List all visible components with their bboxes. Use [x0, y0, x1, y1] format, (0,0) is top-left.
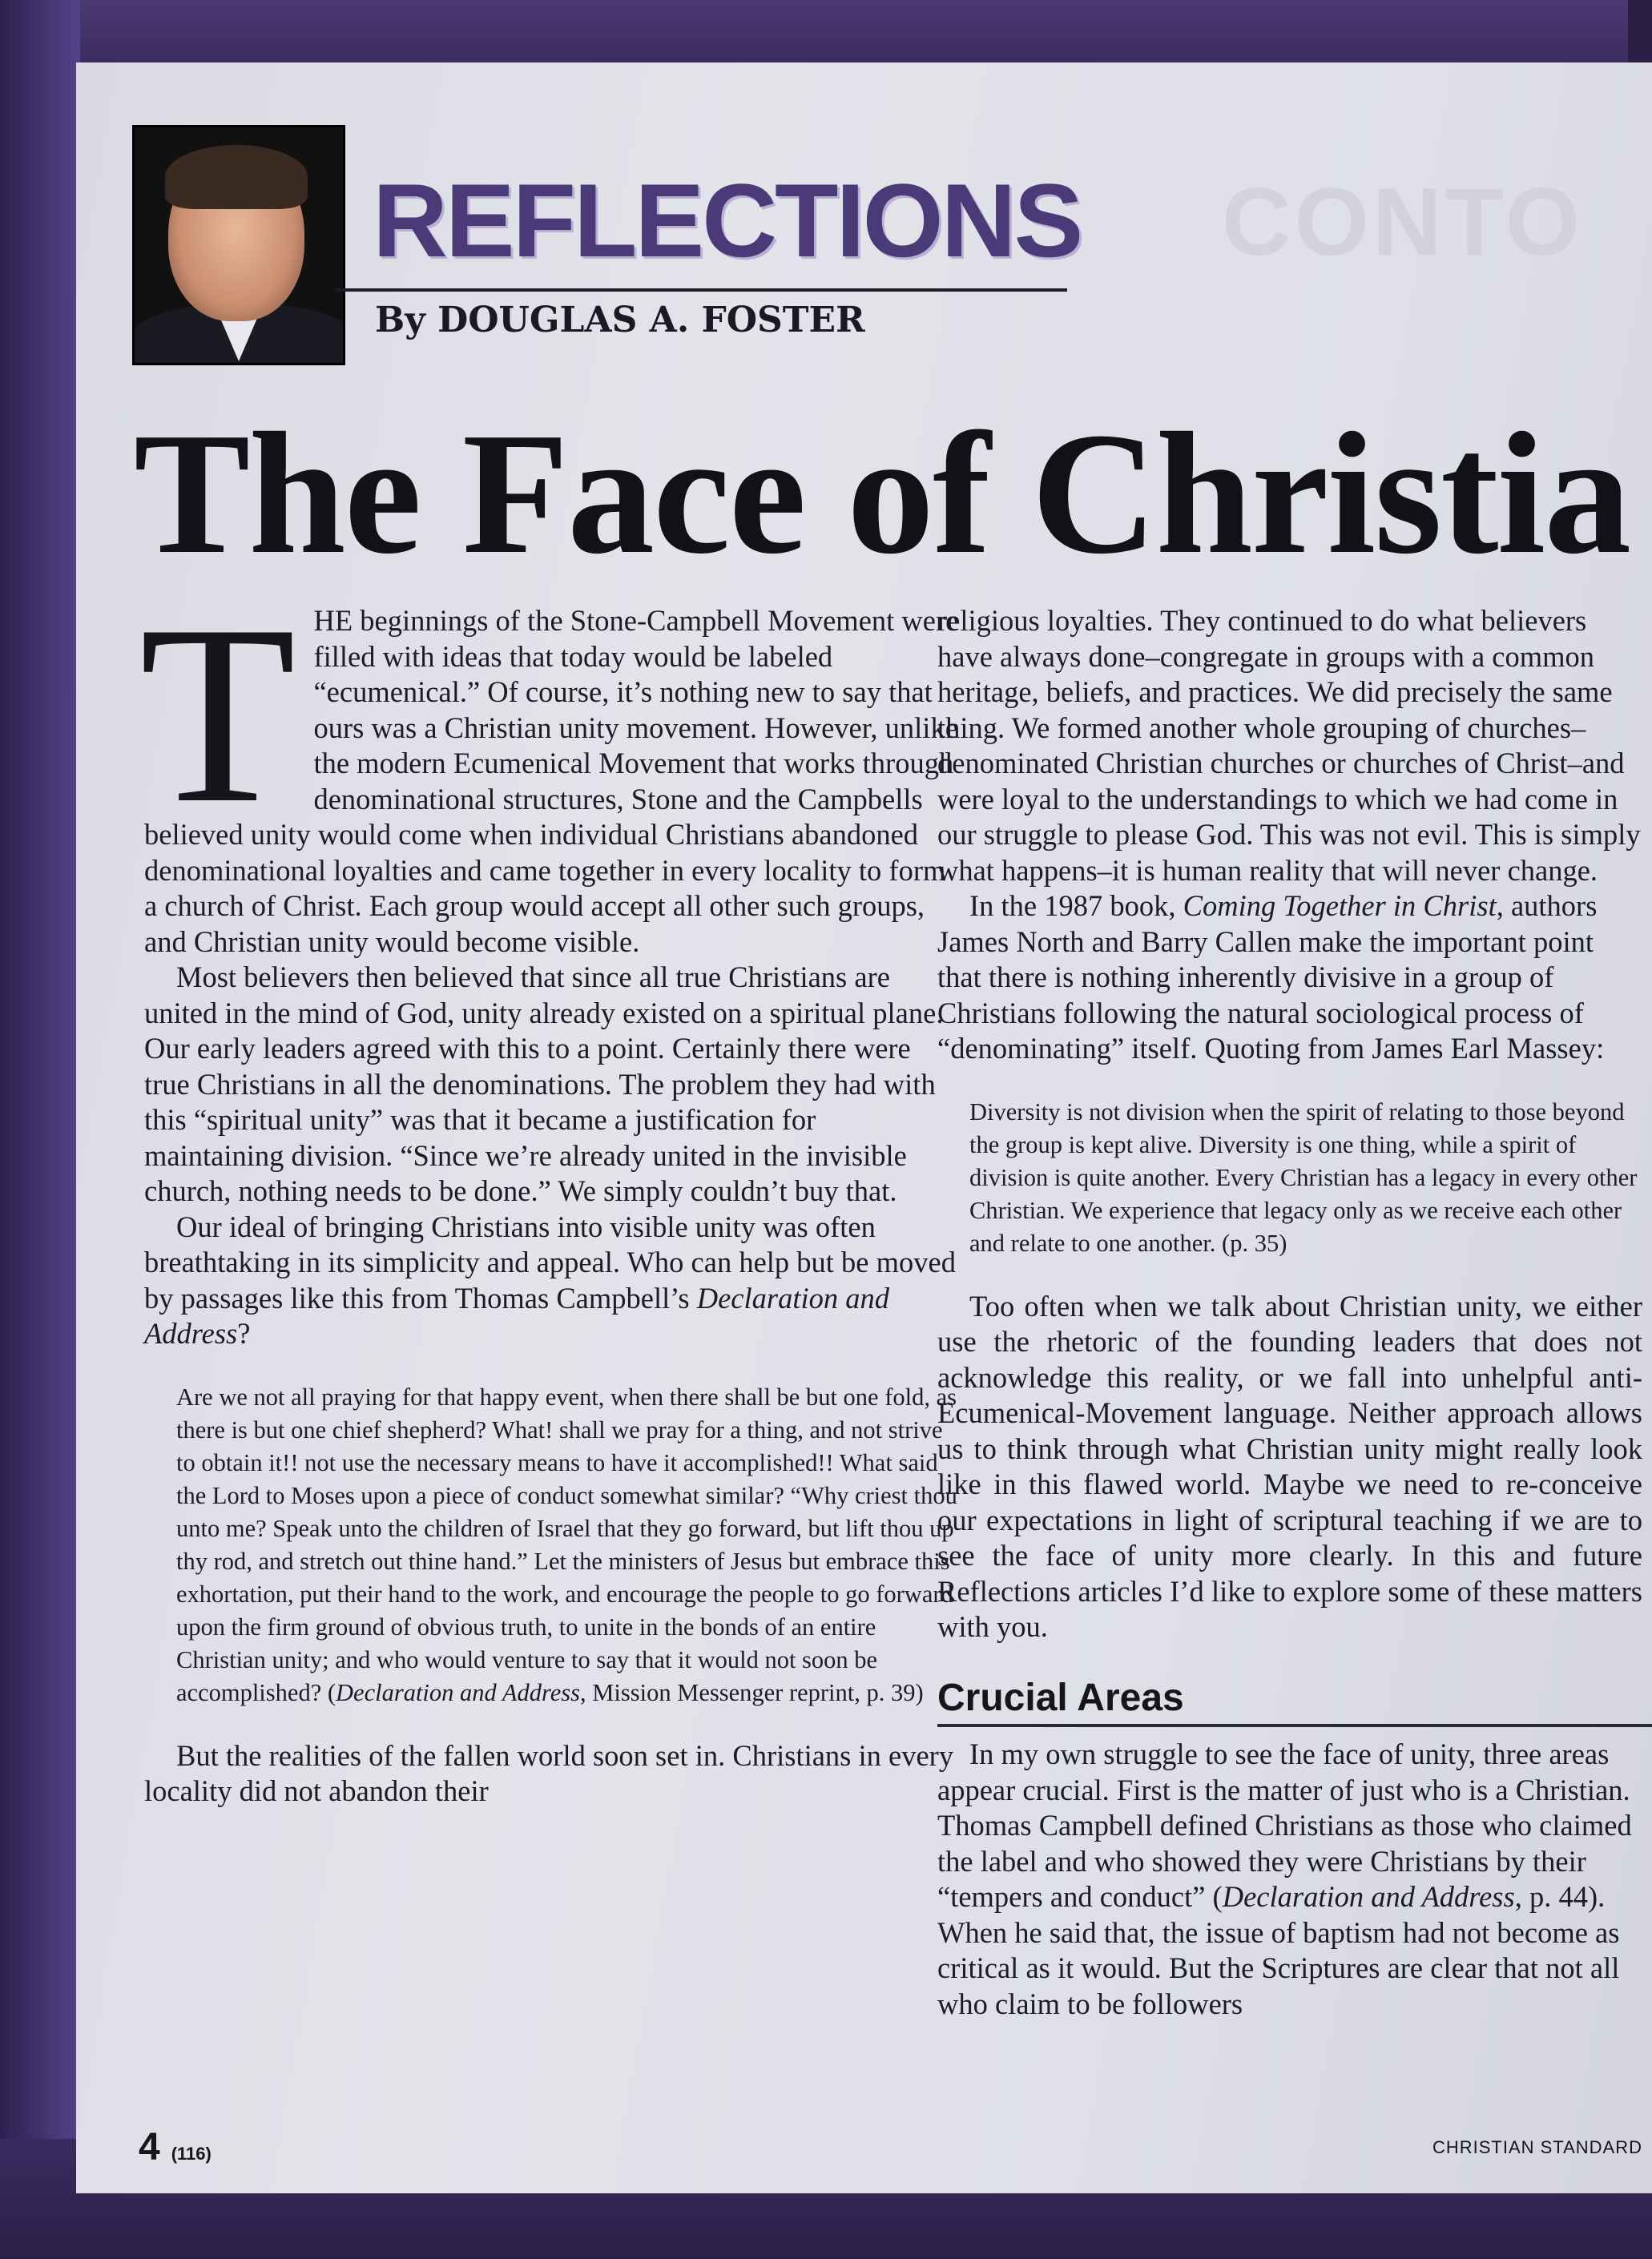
block-quote: Are we not all praying for that happy event, when there shall be but one fold, as there is but one chief shepherd? What! shall we pray for a thing, and not strive to obtain it!! not use the necessary means to have it accomplished!! What said the Lord to Moses upon a piece of conduct somewhat similar? “Why criest thou unto me? Speak unto the children of Israel that they go forward, but lift thou up thy rod, and stretch out thine hand.” Let the ministers of Jesus but embrace this exhortation, put their hand to the work, and encourage the people to go forward upon the firm ground of obvious truth, to unite in the bonds of an entire Christian unity; and who would venture to say that it would not soon be accomplished? (Declaration and Address, Mission Messenger reprint, p. 39) [176, 1383, 957, 1706]
paragraph: Most believers then believed that since all true Christians are united in the mind of God, unity already existed on a spiritual plane. Our early leaders agreed with this to a point. Certainly there were true Christians in all the denominations. The problem they had with this “spiritual unity” was that it became a justification for maintaining division. “Since we’re already united in the invisible church, nothing needs to be done.” We simply couldn’t buy that. [144, 960, 944, 1207]
title-rule [336, 288, 1067, 292]
paragraph: religious loyalties. They continued to do what believers have always done–congregate in groups with a common heritage, beliefs, and practices. We did precisely the same thing. We formed another whole grouping of churches–denominated Christian churches or churches of Christ–and were loyal to the understandings to which we had come in our struggle to please God. This was not evil. This is simply what happens–it is human reality that will never change. [937, 604, 1641, 887]
paragraph: In my own struggle to see the face of unity, three areas appear crucial. First is the matter of just who is a Christian. Thomas Campbell defined Christians as those who claimed the label and who showed they were Christians by their “tempers and conduct” (Declaration and Address, p. 44). When he said that, the issue of baptism had not become as critical as it would. But the Scriptures are clear that not all who claim to be followers [937, 1738, 1632, 2020]
subheading: Crucial Areas [937, 1676, 1184, 1719]
paragraph: In the 1987 book, Coming Together in Christ, authors James North and Barry Callen make the important point that there is nothing inherently divisive in a group of Christians following the natural sociological process of “denominating” itself. Quoting from James Earl Massey: [937, 889, 1605, 1065]
byline: By DOUGLAS A. FOSTER [375, 300, 865, 340]
drop-cap: T [139, 573, 296, 856]
block-quote: Diversity is not division when the spirit of relating to those beyond the group is kept alive. Diversity is one thing, while a spirit of division is quite another. Every Christian has a legacy in every other Christian. We experience that legacy only as we receive each other and relate to one another. (p. 35) [969, 1097, 1638, 1257]
paragraph: Too often when we talk about Christian unity, we either use the rhetoric of the founding leaders that does not acknowledge this reality, or we fall into unhelpful anti-Ecumenical-Movement language. Neither approach allows us to think through what Christian unity might really look like in this flawed world. Maybe we need to re-conceive our expectations in light of scriptural teaching if we are to see the face of unity more clearly. In this and future Reflections articles I’d like to explore some of these matters with you. [937, 1289, 1642, 1643]
column-right [937, 603, 1642, 2022]
background-left [0, 0, 80, 2259]
article-headline: The Face of Christia [134, 397, 1630, 590]
publication-name: CHRISTIAN STANDARD [1432, 2137, 1642, 2157]
author-photo [132, 125, 345, 365]
paragraph: But the realities of the fallen world soon set in. Christians in every locality did not abandon their [144, 1738, 954, 1807]
page-number: 4 (116) [139, 2126, 212, 2168]
magazine-page [76, 62, 1652, 2193]
paragraph: THE beginnings of the Stone-Campbell Movement were filled with ideas that today would be labeled “ecumenical.” Of course, it’s nothing new to say that ours was a Christian unity movement. However, unlike the modern Ecumenical Movement that works through denominational structures, Stone and the Campbells believed unity would come when individual Christians abandoned denominational loyalties and came together in every locality to form a church of Christ. Each group would accept all other such groups, and Christian unity would become visible. [139, 573, 959, 958]
paragraph: Our ideal of bringing Christians into visible unity was often breathtaking in its simplicity and appeal. Who can help but be moved by passages like this from Thomas Campbell’s Declaration and Address? [144, 1210, 956, 1350]
bleed-through-text: CONTO [1222, 168, 1584, 276]
background-top [0, 0, 1652, 64]
section-title: REFLECTIONS [373, 162, 1082, 279]
subheading-rule [937, 1724, 1652, 1727]
column-left [139, 573, 961, 1810]
